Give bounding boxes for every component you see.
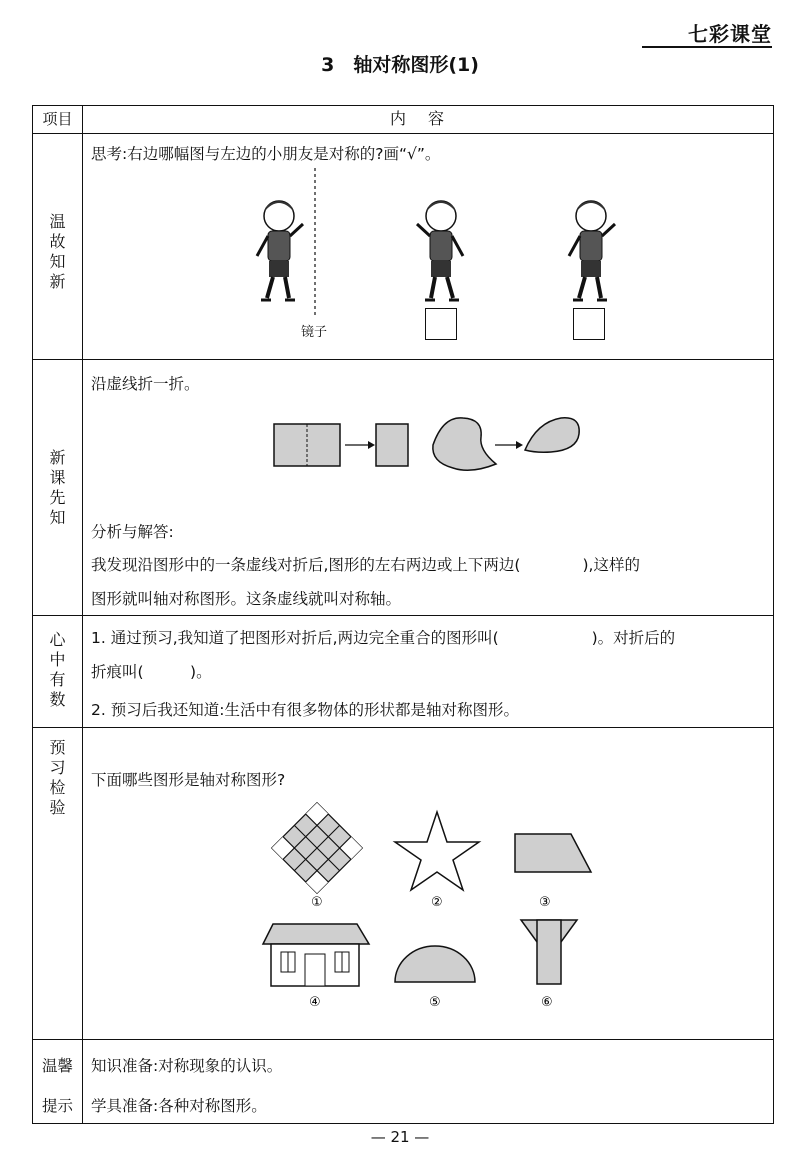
answer-box-middle[interactable] [425,308,457,340]
brand-logo: 七彩课堂 [688,22,772,46]
shape-label-4: ④ [309,995,321,1010]
shape-6-funnel [521,920,577,984]
answer-box-right[interactable] [573,308,605,340]
boy-illustration-left [257,201,303,300]
table-header [33,106,773,134]
shape-5-semicircle [395,946,475,982]
section-new-lesson [33,360,773,616]
shape-2-star [395,812,479,890]
shapes-figure [91,796,775,1036]
analysis-line-1: 我发现沿图形中的一条虚线对折后,图形的左右两边或上下两边( ),这样的 [91,556,640,574]
fold-instruction: 沿虚线折一折。 [91,375,200,393]
review-question: 思考:右边哪幅图与左边的小朋友是对称的?画“√”。 [91,145,441,163]
shape-label-5: ⑤ [429,995,441,1010]
section-preview-check [33,728,773,1040]
folding-figure [91,410,775,480]
analysis-title: 分析与解答: [91,523,174,541]
lesson-table [32,105,774,1124]
shape-label-2: ② [431,895,443,910]
shape-1-lattice [272,803,363,894]
shape-4-house [263,924,369,986]
shape-label-3: ③ [539,895,551,910]
section-tips-label: 温馨 提示 [33,1040,83,1123]
boy-illustration-right [569,201,615,300]
mirror-label: 镜子 [301,325,328,340]
preview-question: 下面哪些图形是轴对称图形? [91,771,286,789]
section-review-label: 温 故 知 新 [33,134,83,359]
shape-label-6: ⑥ [541,995,553,1010]
shape-label-1: ① [311,895,323,910]
header-content: 内容 [389,109,466,128]
boy-illustration-middle [417,201,463,300]
section-review [33,134,773,360]
page-title: 3 轴对称图形(1) [321,54,479,76]
header-project: 项目 [33,106,83,133]
folded-rectangle-shape [376,424,408,466]
tips-tools: 学具准备:各种对称图形。 [91,1097,267,1115]
tips-knowledge: 知识准备:对称现象的认识。 [91,1057,283,1075]
section-in-mind-label: 心 中 有 数 [33,616,83,727]
in-mind-item1-line1: 1. 通过预习,我知道了把图形对折后,两边完全重合的图形叫( )。对折后的 [91,629,676,647]
section-in-mind [33,616,773,728]
section-new-lesson-label: 新 课 先 知 [33,360,83,615]
analysis-line-2: 图形就叫轴对称图形。这条虚线就叫对称轴。 [91,590,402,608]
folded-heart-shape [525,418,579,452]
brand-underline [642,46,772,48]
section-tips [33,1040,773,1123]
heart-shape [433,418,496,470]
in-mind-item1-line2: 折痕叫( )。 [91,663,212,681]
in-mind-item2: 2. 预习后我还知道:生活中有很多物体的形状都是轴对称图形。 [91,701,519,719]
shape-3-trapezoid [515,834,591,872]
section-preview-check-label: 预 习 检 验 [33,728,83,1039]
page-number: — 21 — [370,1128,430,1146]
